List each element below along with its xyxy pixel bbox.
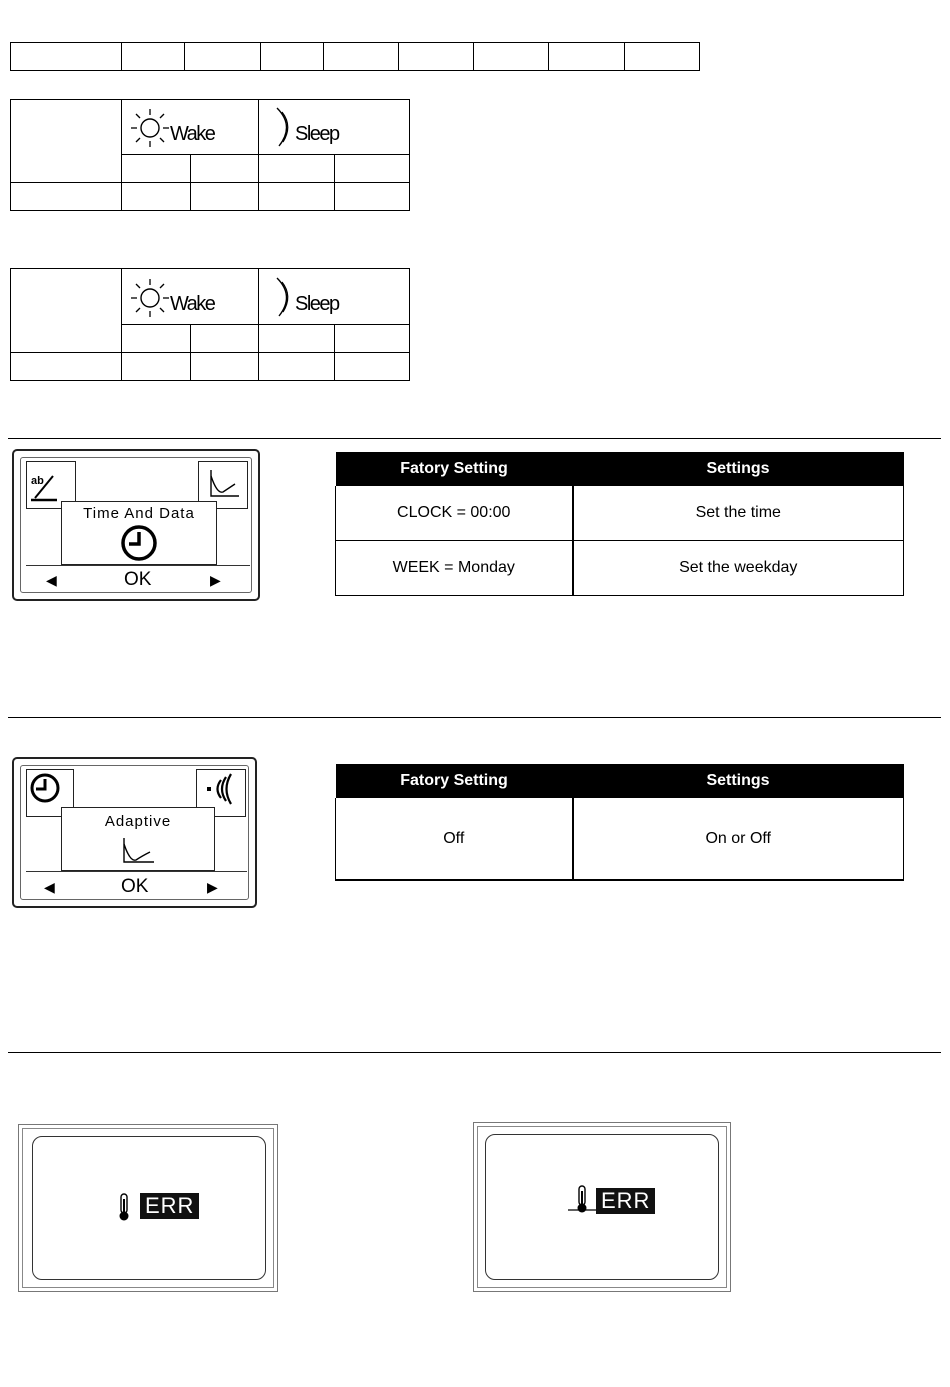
left-arrow-icon[interactable]: ◀ <box>46 572 57 588</box>
wake-sleep-table <box>10 268 410 381</box>
sun-icon <box>130 104 172 148</box>
section-divider <box>8 1052 941 1053</box>
table-cell <box>190 155 259 183</box>
table-row <box>336 798 904 880</box>
table-cell <box>185 43 260 71</box>
moon-icon <box>273 274 297 318</box>
table-cell <box>323 43 398 71</box>
menu-title: Time And Data <box>83 505 195 522</box>
time-and-date-settings-table <box>335 452 904 596</box>
table-cell <box>122 353 191 381</box>
adaptive-settings-table <box>335 764 904 881</box>
factory-value: Off <box>336 798 573 880</box>
table-cell <box>122 183 191 211</box>
column-header: Fatory Setting <box>336 764 573 798</box>
left-arrow-icon[interactable]: ◀ <box>44 879 55 895</box>
menu-title: Adaptive <box>104 813 172 830</box>
table-row <box>336 540 904 595</box>
adaptive-display <box>12 757 257 908</box>
section-divider <box>8 717 941 718</box>
schedule-header-table <box>10 42 700 71</box>
table-cell <box>122 43 185 71</box>
ok-button[interactable]: OK <box>121 876 149 897</box>
display-divider <box>26 565 250 566</box>
sleep-label: Sleep <box>295 123 339 145</box>
thermometer-icon <box>116 1192 132 1222</box>
table-cell <box>259 353 335 381</box>
svg-text:ab: ab <box>31 475 44 487</box>
column-header: Settings <box>573 452 904 486</box>
column-header: Settings <box>573 764 904 798</box>
ok-button[interactable]: OK <box>124 569 152 590</box>
setting-description: Set the time <box>573 486 904 540</box>
section-divider <box>8 438 941 439</box>
wake-label: Wake <box>170 123 215 145</box>
table-cell <box>122 155 191 183</box>
sleep-header-cell <box>259 269 410 325</box>
err-display-floor-sensor <box>473 1122 733 1292</box>
column-header: Fatory Setting <box>336 452 573 486</box>
table-cell <box>11 100 122 183</box>
wake-header-cell <box>122 269 259 325</box>
table-cell <box>334 325 410 353</box>
factory-value: CLOCK = 00:00 <box>336 486 573 540</box>
table-row <box>336 486 904 540</box>
table-cell <box>11 269 122 353</box>
adaptive-curve-icon <box>118 836 158 866</box>
err-label: ERR <box>596 1188 655 1214</box>
table-cell <box>259 155 335 183</box>
right-arrow-icon[interactable]: ▶ <box>210 572 221 588</box>
right-arrow-icon[interactable]: ▶ <box>207 879 218 895</box>
wake-label: Wake <box>170 292 215 315</box>
moon-icon <box>273 104 297 148</box>
table-cell <box>624 43 699 71</box>
table-cell <box>260 43 323 71</box>
wake-sleep-table <box>10 99 410 211</box>
table-cell <box>334 155 410 183</box>
sleep-label: Sleep <box>295 292 339 315</box>
factory-value: WEEK = Monday <box>336 540 573 595</box>
err-label: ERR <box>140 1193 199 1219</box>
table-cell <box>122 325 191 353</box>
table-cell <box>11 353 122 381</box>
err-display-thermometer <box>18 1124 278 1292</box>
floor-sensor-icon <box>567 1184 597 1218</box>
setting-description: On or Off <box>573 798 904 880</box>
table-cell <box>11 43 122 71</box>
table-cell <box>399 43 474 71</box>
sleep-header-cell <box>259 100 410 155</box>
table-cell <box>259 325 335 353</box>
table-cell <box>11 183 122 211</box>
table-cell <box>474 43 549 71</box>
table-cell <box>549 43 624 71</box>
time-and-date-display <box>12 449 260 601</box>
wake-header-cell <box>122 100 259 155</box>
table-cell <box>259 183 335 211</box>
menu-item-box <box>61 501 217 565</box>
menu-item-box <box>61 807 215 871</box>
table-cell <box>190 353 259 381</box>
table-cell <box>190 183 259 211</box>
table-cell <box>334 183 410 211</box>
clock-icon <box>119 524 159 562</box>
table-cell <box>334 353 410 381</box>
table-cell <box>190 325 259 353</box>
sun-icon <box>130 274 172 318</box>
display-divider <box>26 871 247 872</box>
setting-description: Set the weekday <box>573 540 904 595</box>
